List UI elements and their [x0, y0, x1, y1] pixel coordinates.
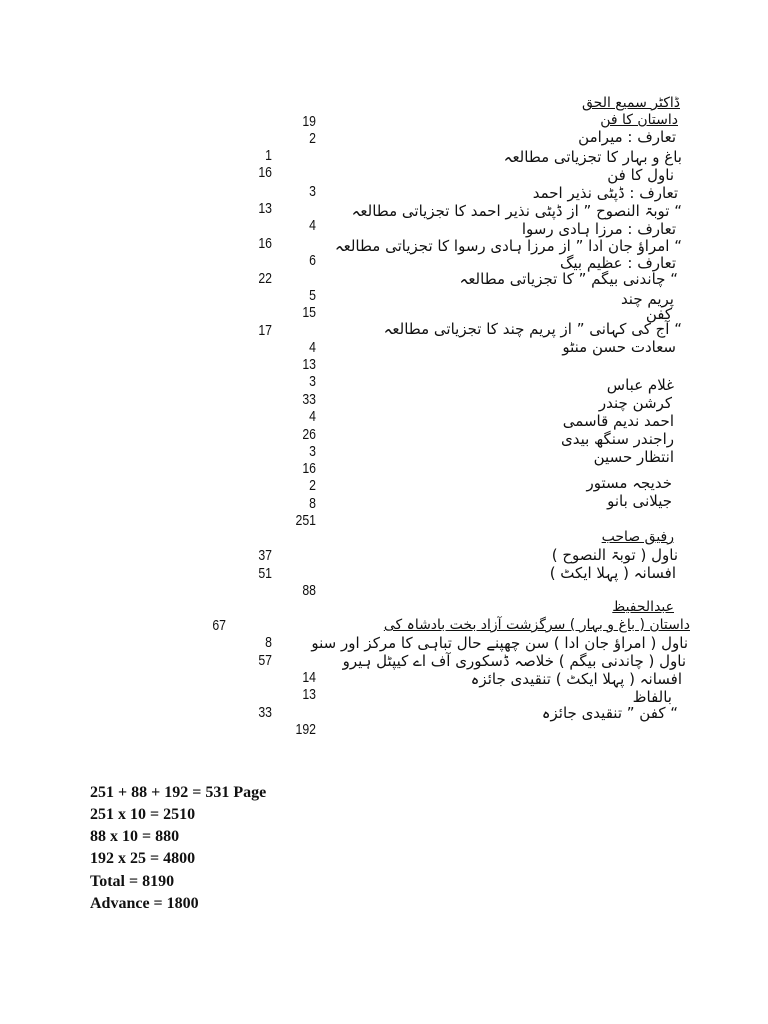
page-count: 4	[309, 408, 316, 425]
urdu-line: افسانہ ( پہلا ایکٹ ) تنقیدی جائزہ	[470, 670, 682, 688]
urdu-line: باغ و بہار کا تجزیاتی مطالعہ	[503, 148, 682, 166]
urdu-line: تعارف : مرزا ہادی رسوا	[521, 220, 676, 238]
urdu-line: “ کفن ” تنقیدی جائزہ	[541, 704, 678, 722]
urdu-line: ناول ( توبۃ النصوح )	[551, 546, 678, 564]
page-count: 67	[212, 617, 226, 634]
subtotal: 192	[295, 721, 316, 738]
page-count: 4	[309, 339, 316, 356]
page-count: 51	[258, 565, 272, 582]
page-count: 37	[258, 547, 272, 564]
urdu-line: انتظار حسین	[593, 448, 674, 466]
urdu-line: احمد ندیم قاسمی	[562, 412, 674, 430]
page-count: 14	[302, 669, 316, 686]
urdu-line: “ چاندنی بیگم ” کا تجزیاتی مطالعہ	[459, 270, 678, 288]
urdu-line: داستان ( باغ و بہار ) سرگزشت آزاد بخت بادشاہ کی	[383, 617, 690, 633]
urdu-line: غلام عباس	[606, 376, 674, 394]
page-count: 2	[309, 477, 316, 494]
urdu-line: بالفاظ	[632, 688, 672, 706]
urdu-line: سعادت حسن منٹو	[562, 338, 676, 356]
page-count: 33	[302, 391, 316, 408]
page-count: 16	[302, 460, 316, 477]
urdu-line: کفن	[645, 305, 672, 323]
urdu-line: کرشن چندر	[598, 394, 672, 412]
page-count: 16	[258, 235, 272, 252]
urdu-line: جیلانی بانو	[607, 492, 672, 510]
calculation-line: 88 x 10 = 880	[90, 828, 180, 845]
urdu-line: عبدالحفیظ	[612, 599, 674, 615]
urdu-line: ڈاکٹر سمیع الحق	[581, 95, 680, 111]
urdu-line: راجندر سنگھ بیدی	[560, 430, 674, 448]
page-count: 33	[258, 704, 272, 721]
calculation-line: 192 x 25 = 4800	[90, 850, 196, 867]
page-count: 8	[309, 495, 316, 512]
page-count: 57	[258, 652, 272, 669]
page-count: 3	[309, 373, 316, 390]
page-count: 17	[258, 322, 272, 339]
page-count: 3	[309, 183, 316, 200]
page-count: 13	[302, 686, 316, 703]
urdu-line: “ توبۃ النصوح ” از ڈپٹی نذیر احمد کا تجزیاتی مطالعہ	[351, 202, 682, 220]
urdu-line: رفیق صاحب	[601, 529, 674, 545]
urdu-line: ناول ( چاندنی بیگم ) خلاصہ ڈسکوری آف اے کیپٹل ہیرو	[342, 652, 686, 670]
urdu-line: تعارف : ڈپٹی نذیر احمد	[532, 184, 678, 202]
urdu-line: تعارف : عظیم بیگ	[559, 254, 676, 272]
urdu-line: “ امراؤ جان ادا ” از مرزا ہادی رسوا کا تجزیاتی مطالعہ	[334, 237, 682, 255]
urdu-line: تعارف : میرامن	[578, 128, 676, 146]
urdu-line: “ آج کی کہانی ” از پریم چند کا تجزیاتی مطالعہ	[383, 320, 682, 338]
urdu-line: پریم چند	[620, 290, 674, 308]
urdu-line: افسانہ ( پہلا ایکٹ )	[549, 564, 676, 582]
calculation-line: 251 + 88 + 192 = 531 Page	[90, 784, 267, 801]
urdu-line: خدیجہ مستور	[586, 474, 672, 492]
page-count: 16	[258, 164, 272, 181]
page-count: 22	[258, 270, 272, 287]
urdu-line: داستان کا فن	[600, 112, 678, 128]
subtotal: 88	[302, 582, 316, 599]
page-count: 13	[258, 200, 272, 217]
page-count: 2	[309, 130, 316, 147]
page-count: 15	[302, 304, 316, 321]
page-count: 4	[309, 217, 316, 234]
page-count: 13	[302, 356, 316, 373]
urdu-line: ناول کا فن	[607, 166, 674, 184]
page-count: 3	[309, 443, 316, 460]
subtotal: 251	[295, 512, 316, 529]
page-count: 26	[302, 426, 316, 443]
page-count: 6	[309, 252, 316, 269]
page-count: 5	[309, 287, 316, 304]
page-count: 19	[302, 113, 316, 130]
page-count: 1	[265, 147, 272, 164]
urdu-line: ناول ( امراؤ جان ادا ) سن چھپنے حال تباہی کا مرکز اور سنو	[311, 634, 688, 652]
page-count: 8	[265, 634, 272, 651]
calculation-advance: Advance = 1800	[90, 895, 199, 912]
calculation-total: Total = 8190	[90, 873, 175, 890]
calculation-line: 251 x 10 = 2510	[90, 806, 196, 823]
